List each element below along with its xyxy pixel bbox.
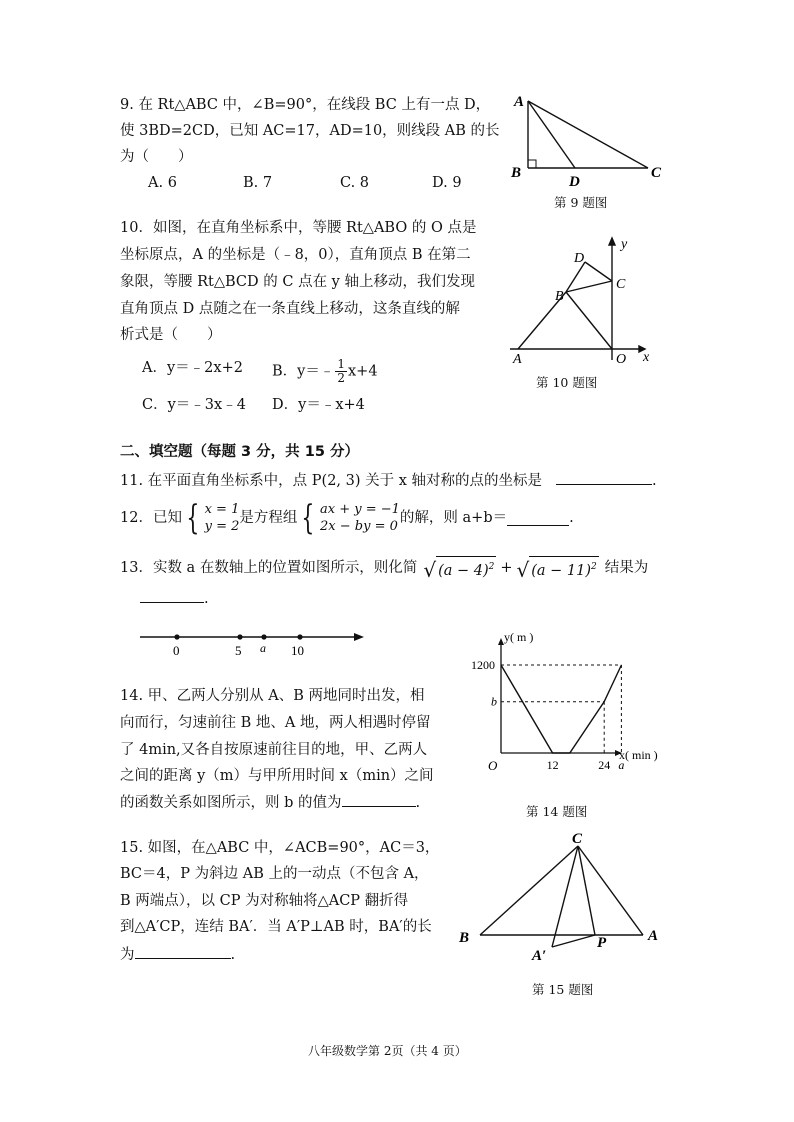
q10-segment-dc — [585, 262, 612, 281]
q13-label-10: 10 — [291, 643, 304, 658]
q15-label-a: A — [648, 928, 659, 944]
q10-line2: 坐标原点，A 的坐标是（﹣8，0），直角顶点 B 在第二 — [120, 247, 471, 263]
q12-sol-row1: x = 1 — [204, 502, 240, 517]
q10-label-d: D — [574, 251, 585, 266]
q9-figure — [505, 88, 675, 188]
q9-line3: 为（ ） — [120, 149, 193, 165]
q9-line1: 9. 在 Rt△ABC 中，∠B=90°，在线段 BC 上有一点 D， — [120, 97, 491, 113]
q14-line2: 向而行，匀速前往 B 地、A 地，两人相遇时停留 — [120, 715, 431, 731]
q15-caption: 第 15 题图 — [532, 982, 594, 997]
q10-option-d: D．y＝﹣x+4 — [272, 397, 365, 413]
q9-option-c: C. 8 — [340, 175, 370, 191]
q13-radical-2 — [517, 556, 599, 581]
q10-option-b-suffix: x+4 — [348, 363, 378, 380]
q15-label-a-prime: A′ — [532, 948, 547, 964]
q15-line2: BC＝4，P 为斜边 AB 上的一动点（不包含 A， — [120, 866, 429, 882]
q12 — [120, 500, 574, 536]
q14-series-line — [501, 665, 621, 753]
q11 — [120, 470, 657, 491]
q9-option-a: A. 6 — [148, 175, 177, 191]
q15-end: . — [230, 947, 236, 963]
q14-caption: 第 14 题图 — [526, 804, 588, 819]
q9-option-b: B. 7 — [243, 175, 273, 191]
q14-line5-wrap — [120, 792, 420, 813]
q15-line5-wrap — [120, 944, 235, 965]
q9-label-c: C — [651, 165, 662, 181]
q15-line3: B 两端点），以 CP 为对称轴将△ACP 翻折得 — [120, 893, 409, 909]
q9-right-angle-mark — [528, 160, 536, 168]
q10-line5: 析式是（ ） — [120, 327, 222, 343]
q13-sqrt-sign-2: √ — [516, 558, 530, 583]
q13-point-10 — [297, 634, 302, 639]
q10-segment-bo — [566, 292, 612, 349]
q9-option-d: D. 9 — [432, 175, 462, 191]
q10-y-arrow — [609, 238, 615, 245]
q13-answer-blank — [140, 588, 204, 603]
q14-line3: 了 4min,又各自按原速前往目的地，甲、乙两人 — [120, 742, 428, 758]
q10-option-b-fraction — [335, 358, 347, 385]
q12-prefix: 12．已知 — [120, 510, 182, 526]
q13-point-a — [261, 634, 266, 639]
q11-answer-blank — [556, 470, 652, 485]
q14-end: . — [415, 795, 421, 811]
q15-figure — [455, 832, 680, 967]
q14-y-label: y( m ) — [504, 630, 534, 644]
q12-middle: 是方程组 — [239, 510, 298, 526]
q13-tail: 结果为 — [604, 560, 649, 576]
q9-label-b: B — [511, 165, 522, 181]
q10-option-c: C．y＝﹣3x﹣4 — [142, 397, 246, 413]
q9-segment-ad — [528, 101, 575, 168]
q10-label-c: C — [616, 277, 626, 292]
q10-caption: 第 10 题图 — [536, 375, 598, 390]
q13-exp-2: 2 — [591, 561, 597, 572]
q12-eq-row2: 2x − by = 0 — [320, 519, 398, 534]
q10-line4: 直角顶点 D 点随之在一条直线上移动，这条直线的解 — [120, 301, 460, 317]
q12-brace-1: { — [186, 498, 200, 538]
q10-figure — [505, 232, 665, 370]
q11-text: 11. 在平面直角坐标系中，点 P(2, 3) 关于 x 轴对称的点的坐标是 — [120, 473, 543, 489]
q10-option-b-den: 2 — [337, 371, 345, 385]
q13-expr-1 — [436, 556, 496, 581]
q13 — [120, 556, 649, 583]
q9-side-ac — [528, 101, 648, 168]
q14-answer-blank — [342, 792, 416, 807]
q10-option-a: A．y＝﹣2x+2 — [142, 360, 243, 376]
q14-tick-1200: 1200 — [471, 658, 495, 673]
q10-segment-bc — [566, 281, 612, 292]
q10-label-b: B — [555, 289, 564, 304]
q9-label-d: D — [569, 174, 580, 188]
q14-tick-a: a — [618, 758, 625, 772]
q15-line1: 15. 如图，在△ABC 中，∠ACB=90°，AC＝3， — [120, 840, 440, 856]
q14-graph — [470, 628, 675, 778]
q14-tick-24: 24 — [598, 758, 611, 772]
q13-axis-arrow — [354, 633, 364, 641]
q13-radical-1 — [423, 556, 496, 581]
q12-answer-blank — [507, 511, 569, 526]
q15-segment-a1p — [552, 935, 595, 947]
q9-line2: 使 3BD=2CD，已知 AC=17，AD=10，则线段 AB 的长 — [120, 123, 500, 139]
q15-answer-blank — [135, 944, 231, 959]
q13-label-5: 5 — [235, 643, 242, 658]
q12-brace-2: { — [301, 498, 315, 538]
q15-label-b: B — [459, 930, 470, 946]
q15-label-p: P — [597, 935, 607, 951]
q13-label-a: a — [260, 641, 266, 655]
q9-caption: 第 9 题图 — [554, 195, 608, 210]
q14-origin: O — [488, 758, 498, 773]
q12-sol-row2: y = 2 — [204, 519, 240, 534]
q13-plus: + — [500, 560, 513, 576]
q13-point-0 — [174, 634, 179, 639]
q13-expr-1-text: (a − 4) — [438, 562, 489, 579]
q13-expr-2-text: (a − 11) — [531, 562, 592, 579]
q13-answer-line — [140, 588, 209, 609]
q12-system-equations — [297, 498, 400, 538]
q10-option-b-num: 1 — [337, 357, 345, 371]
q15-side-bc — [480, 846, 578, 935]
q14-line5: 的函数关系如图所示，则 b 的值为 — [120, 795, 342, 811]
q10-option-b — [272, 358, 378, 385]
page-footer: 八年级数学第 2页（共 4 页） — [308, 1044, 467, 1058]
section2-title: 二、填空题（每题 3 分，共 15 分） — [120, 444, 359, 460]
q9-label-a: A — [514, 94, 525, 110]
q13-sqrt-sign-1: √ — [423, 558, 437, 583]
q10-label-x: x — [643, 350, 650, 365]
q10-label-y: y — [621, 237, 628, 252]
q10-line3: 象限，等腰 Rt△BCD 的 C 点在 y 轴上移动，我们发现 — [120, 274, 475, 290]
q15-segment-ca1 — [552, 846, 578, 947]
q13-end: . — [204, 591, 209, 607]
q12-end: . — [569, 510, 574, 526]
q12-eq-row1: ax + y = −1 — [320, 502, 400, 517]
q15-label-c: C — [572, 832, 583, 847]
q10-label-a: A — [513, 352, 522, 367]
q15-line4: 到△A′CP，连结 BA′．当 A′P⊥AB 时，BA′的长 — [120, 919, 432, 935]
q13-text: 13．实数 a 在数轴上的位置如图所示，则化简 — [120, 560, 418, 576]
q15-side-ca — [578, 846, 643, 935]
q13-expr-2 — [529, 556, 599, 581]
q13-exp-1: 2 — [488, 561, 495, 572]
q10-label-o: O — [616, 352, 627, 367]
q12-system-solution — [182, 498, 240, 538]
q15-line5: 为 — [120, 947, 135, 963]
q15-segment-cp — [578, 846, 595, 935]
q14-line1: 14. 甲、乙两人分别从 A、B 两地同时出发，相 — [120, 688, 425, 704]
q12-suffix: 的解，则 a+b＝ — [399, 510, 508, 526]
q13-point-5 — [237, 634, 242, 639]
q13-label-0: 0 — [173, 643, 180, 658]
q10-option-b-prefix: B．y＝﹣ — [272, 363, 335, 380]
q14-x-label: x( min ) — [619, 748, 658, 762]
q11-end: . — [652, 473, 657, 489]
q14-tick-b: b — [491, 694, 497, 709]
q14-line4: 之间的距离 y（m）与甲所用时间 x（min）之间 — [120, 768, 434, 784]
q10-line1: 10．如图，在直角坐标系中，等腰 Rt△ABO 的 O 点是 — [120, 220, 477, 236]
q13-number-line — [130, 625, 375, 660]
q14-tick-12: 12 — [546, 758, 559, 772]
